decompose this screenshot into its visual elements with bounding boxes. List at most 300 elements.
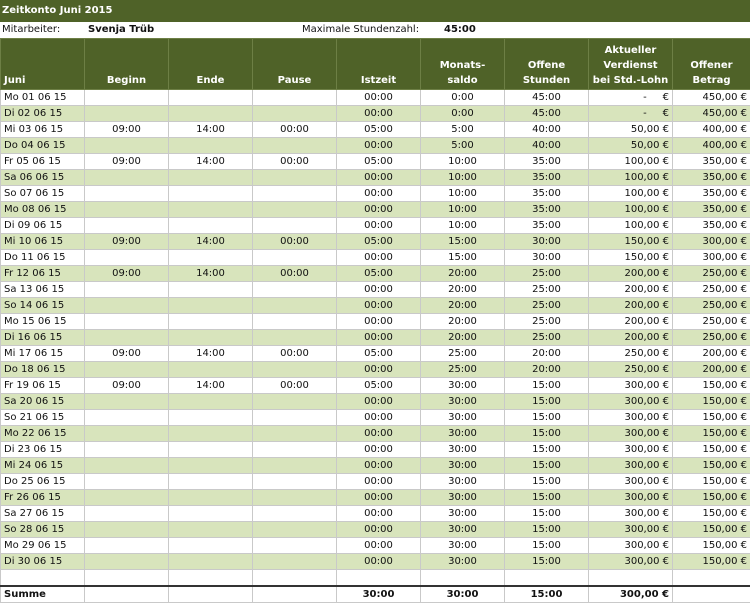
cell-actual[interactable]: 00:00	[337, 330, 421, 346]
cell-day[interactable]: So 07 06 15	[1, 186, 85, 202]
cell-earnings[interactable]: 300,00 €	[589, 410, 673, 426]
cell-earnings[interactable]: 100,00 €	[589, 186, 673, 202]
cell-balance[interactable]: 0:00	[421, 106, 505, 122]
cell-balance[interactable]: 20:00	[421, 314, 505, 330]
cell-open-amount[interactable]: 450,00 €	[673, 90, 750, 106]
cell-day[interactable]: Mo 01 06 15	[1, 90, 85, 106]
cell-actual[interactable]: 00:00	[337, 298, 421, 314]
cell-begin[interactable]	[85, 442, 169, 458]
cell-day[interactable]: Mo 15 06 15	[1, 314, 85, 330]
cell-begin[interactable]	[85, 202, 169, 218]
cell-open-amount[interactable]: 300,00 €	[673, 234, 750, 250]
cell-balance[interactable]: 10:00	[421, 170, 505, 186]
cell-balance[interactable]: 30:00	[421, 490, 505, 506]
cell-begin[interactable]	[85, 170, 169, 186]
cell-begin[interactable]: 09:00	[85, 122, 169, 138]
cell-actual[interactable]: 00:00	[337, 138, 421, 154]
cell-earnings[interactable]: 300,00 €	[589, 522, 673, 538]
cell-earnings[interactable]: 300,00 €	[589, 554, 673, 570]
cell-balance[interactable]: 30:00	[421, 522, 505, 538]
table-row	[1, 186, 750, 202]
table-row	[1, 346, 750, 362]
header-begin: Beginn	[85, 39, 169, 90]
cell-begin[interactable]	[85, 250, 169, 266]
cell-end[interactable]	[169, 330, 253, 346]
cell-begin[interactable]: 09:00	[85, 266, 169, 282]
cell-end[interactable]	[169, 426, 253, 442]
cell-begin[interactable]	[85, 186, 169, 202]
cell-begin[interactable]	[85, 106, 169, 122]
cell-open-amount[interactable]: 150,00 €	[673, 394, 750, 410]
cell-end[interactable]	[169, 298, 253, 314]
cell-actual[interactable]: 00:00	[337, 186, 421, 202]
cell-earnings[interactable]: 200,00 €	[589, 266, 673, 282]
cell-open-hours[interactable]	[505, 570, 589, 587]
cell-open-hours[interactable]: 35:00	[505, 218, 589, 234]
cell-actual[interactable]: 05:00	[337, 154, 421, 170]
cell-open-amount[interactable]: 200,00 €	[673, 346, 750, 362]
cell-open-amount[interactable]: 250,00 €	[673, 314, 750, 330]
cell-open-amount[interactable]: 150,00 €	[673, 378, 750, 394]
cell-actual[interactable]: 00:00	[337, 282, 421, 298]
cell-open-hours[interactable]: 15:00	[505, 410, 589, 426]
time-table	[0, 38, 750, 603]
cell-day[interactable]: Di 23 06 15	[1, 442, 85, 458]
cell-pause[interactable]	[253, 90, 337, 106]
cell-open-hours[interactable]: 30:00	[505, 234, 589, 250]
cell-day[interactable]	[1, 570, 85, 587]
cell-earnings[interactable]: 200,00 €	[589, 330, 673, 346]
cell-end[interactable]: 14:00	[169, 346, 253, 362]
cell-open-hours[interactable]: 15:00	[505, 522, 589, 538]
cell-open-hours[interactable]: 15:00	[505, 506, 589, 522]
cell-actual[interactable]: 00:00	[337, 410, 421, 426]
summary-balance: 30:00	[421, 586, 505, 603]
summary-actual: 30:00	[337, 586, 421, 603]
cell-actual[interactable]: 00:00	[337, 314, 421, 330]
cell-earnings[interactable]: 300,00 €	[589, 378, 673, 394]
cell-day[interactable]: So 28 06 15	[1, 522, 85, 538]
cell-day[interactable]: Mi 24 06 15	[1, 458, 85, 474]
table-row	[1, 490, 750, 506]
cell-balance[interactable]: 30:00	[421, 538, 505, 554]
cell-actual[interactable]: 00:00	[337, 554, 421, 570]
cell-open-amount[interactable]: 250,00 €	[673, 266, 750, 282]
cell-earnings[interactable]: 100,00 €	[589, 170, 673, 186]
cell-earnings[interactable]	[589, 570, 673, 587]
cell-begin[interactable]	[85, 474, 169, 490]
cell-open-hours[interactable]: 30:00	[505, 250, 589, 266]
cell-pause[interactable]	[253, 490, 337, 506]
cell-end[interactable]	[169, 538, 253, 554]
cell-open-hours[interactable]: 15:00	[505, 426, 589, 442]
cell-day[interactable]: Fr 12 06 15	[1, 266, 85, 282]
cell-actual[interactable]: 00:00	[337, 458, 421, 474]
cell-open-hours[interactable]: 25:00	[505, 314, 589, 330]
cell-balance[interactable]: 0:00	[421, 90, 505, 106]
cell-balance[interactable]: 30:00	[421, 426, 505, 442]
cell-earnings[interactable]: 200,00 €	[589, 314, 673, 330]
cell-end[interactable]	[169, 410, 253, 426]
cell-open-amount[interactable]: 350,00 €	[673, 154, 750, 170]
cell-open-hours[interactable]: 25:00	[505, 330, 589, 346]
cell-begin[interactable]	[85, 570, 169, 587]
cell-open-hours[interactable]: 25:00	[505, 266, 589, 282]
cell-balance[interactable]: 25:00	[421, 346, 505, 362]
cell-day[interactable]: So 14 06 15	[1, 298, 85, 314]
cell-open-amount[interactable]	[673, 570, 750, 587]
employee-name[interactable]: Svenja Trüb	[88, 24, 155, 35]
cell-end[interactable]: 14:00	[169, 154, 253, 170]
cell-end[interactable]	[169, 490, 253, 506]
cell-open-amount[interactable]: 250,00 €	[673, 298, 750, 314]
cell-actual[interactable]: 05:00	[337, 122, 421, 138]
cell-begin[interactable]	[85, 410, 169, 426]
cell-actual[interactable]: 00:00	[337, 538, 421, 554]
cell-pause[interactable]	[253, 474, 337, 490]
cell-end[interactable]: 14:00	[169, 234, 253, 250]
cell-actual[interactable]: 00:00	[337, 394, 421, 410]
cell-actual[interactable]	[337, 570, 421, 587]
cell-balance[interactable]: 30:00	[421, 474, 505, 490]
cell-open-hours[interactable]: 15:00	[505, 538, 589, 554]
cell-day[interactable]: Mo 22 06 15	[1, 426, 85, 442]
cell-day[interactable]: Do 11 06 15	[1, 250, 85, 266]
cell-pause[interactable]	[253, 298, 337, 314]
cell-day[interactable]: Di 02 06 15	[1, 106, 85, 122]
summary-end	[169, 586, 253, 603]
cell-day[interactable]: Di 30 06 15	[1, 554, 85, 570]
cell-open-amount[interactable]: 200,00 €	[673, 362, 750, 378]
cell-begin[interactable]: 09:00	[85, 378, 169, 394]
cell-earnings[interactable]: 300,00 €	[589, 394, 673, 410]
cell-open-amount[interactable]: 150,00 €	[673, 506, 750, 522]
cell-begin[interactable]	[85, 362, 169, 378]
cell-balance[interactable]: 20:00	[421, 282, 505, 298]
cell-open-hours[interactable]: 15:00	[505, 490, 589, 506]
cell-day[interactable]: Mi 03 06 15	[1, 122, 85, 138]
cell-open-amount[interactable]: 150,00 €	[673, 490, 750, 506]
cell-balance[interactable]: 30:00	[421, 554, 505, 570]
cell-earnings[interactable]: 100,00 €	[589, 218, 673, 234]
cell-pause[interactable]	[253, 554, 337, 570]
cell-begin[interactable]	[85, 394, 169, 410]
table-row	[1, 570, 750, 587]
table-row	[1, 362, 750, 378]
cell-open-amount[interactable]: 250,00 €	[673, 330, 750, 346]
cell-balance[interactable]: 30:00	[421, 506, 505, 522]
cell-begin[interactable]	[85, 218, 169, 234]
cell-actual[interactable]: 00:00	[337, 522, 421, 538]
cell-day[interactable]: Sa 27 06 15	[1, 506, 85, 522]
cell-pause[interactable]	[253, 442, 337, 458]
cell-balance[interactable]: 25:00	[421, 362, 505, 378]
cell-actual[interactable]: 00:00	[337, 106, 421, 122]
cell-pause[interactable]	[253, 106, 337, 122]
cell-open-amount[interactable]: 150,00 €	[673, 442, 750, 458]
cell-pause[interactable]	[253, 522, 337, 538]
cell-day[interactable]: So 21 06 15	[1, 410, 85, 426]
cell-open-amount[interactable]: 400,00 €	[673, 122, 750, 138]
cell-pause[interactable]	[253, 250, 337, 266]
cell-pause[interactable]	[253, 282, 337, 298]
cell-balance[interactable]: 5:00	[421, 122, 505, 138]
cell-open-amount[interactable]: 300,00 €	[673, 250, 750, 266]
cell-end[interactable]	[169, 314, 253, 330]
cell-begin[interactable]	[85, 330, 169, 346]
cell-begin[interactable]	[85, 490, 169, 506]
cell-day[interactable]: Sa 06 06 15	[1, 170, 85, 186]
cell-begin[interactable]	[85, 458, 169, 474]
cell-pause[interactable]	[253, 538, 337, 554]
table-row	[1, 218, 750, 234]
cell-open-amount[interactable]: 350,00 €	[673, 170, 750, 186]
cell-end[interactable]: 14:00	[169, 266, 253, 282]
cell-end[interactable]	[169, 170, 253, 186]
cell-balance[interactable]: 15:00	[421, 234, 505, 250]
cell-open-hours[interactable]: 15:00	[505, 554, 589, 570]
cell-earnings[interactable]: 200,00 €	[589, 282, 673, 298]
cell-actual[interactable]: 05:00	[337, 378, 421, 394]
cell-actual[interactable]: 00:00	[337, 442, 421, 458]
cell-pause[interactable]: 00:00	[253, 122, 337, 138]
cell-end[interactable]	[169, 106, 253, 122]
cell-day[interactable]: Mi 10 06 15	[1, 234, 85, 250]
cell-pause[interactable]	[253, 570, 337, 587]
cell-earnings[interactable]: 300,00 €	[589, 442, 673, 458]
cell-earnings[interactable]: 50,00 €	[589, 138, 673, 154]
cell-begin[interactable]	[85, 506, 169, 522]
cell-pause[interactable]	[253, 170, 337, 186]
cell-actual[interactable]: 00:00	[337, 218, 421, 234]
cell-pause[interactable]: 00:00	[253, 346, 337, 362]
cell-balance[interactable]: 15:00	[421, 250, 505, 266]
cell-end[interactable]	[169, 458, 253, 474]
cell-day[interactable]: Do 18 06 15	[1, 362, 85, 378]
cell-end[interactable]: 14:00	[169, 122, 253, 138]
cell-earnings[interactable]: 150,00 €	[589, 234, 673, 250]
cell-pause[interactable]	[253, 394, 337, 410]
cell-earnings[interactable]: 300,00 €	[589, 474, 673, 490]
cell-open-amount[interactable]: 150,00 €	[673, 458, 750, 474]
cell-pause[interactable]: 00:00	[253, 234, 337, 250]
cell-end[interactable]	[169, 442, 253, 458]
cell-earnings[interactable]: 100,00 €	[589, 202, 673, 218]
cell-open-amount[interactable]: 250,00 €	[673, 282, 750, 298]
cell-open-amount[interactable]: 150,00 €	[673, 426, 750, 442]
cell-end[interactable]	[169, 218, 253, 234]
cell-actual[interactable]: 05:00	[337, 346, 421, 362]
cell-earnings[interactable]: 200,00 €	[589, 298, 673, 314]
cell-end[interactable]	[169, 474, 253, 490]
cell-open-hours[interactable]: 25:00	[505, 298, 589, 314]
cell-pause[interactable]	[253, 410, 337, 426]
cell-pause[interactable]	[253, 458, 337, 474]
cell-begin[interactable]	[85, 426, 169, 442]
cell-begin[interactable]	[85, 522, 169, 538]
cell-earnings[interactable]: 300,00 €	[589, 506, 673, 522]
cell-earnings[interactable]: 300,00 €	[589, 426, 673, 442]
cell-end[interactable]	[169, 90, 253, 106]
cell-balance[interactable]: 10:00	[421, 154, 505, 170]
cell-end[interactable]	[169, 186, 253, 202]
cell-open-hours[interactable]: 15:00	[505, 394, 589, 410]
employee-label: Mitarbeiter:	[2, 24, 61, 35]
cell-open-hours[interactable]: 20:00	[505, 362, 589, 378]
cell-pause[interactable]	[253, 506, 337, 522]
cell-day[interactable]: Mi 17 06 15	[1, 346, 85, 362]
table-row	[1, 522, 750, 538]
cell-end[interactable]	[169, 202, 253, 218]
cell-day[interactable]: Di 16 06 15	[1, 330, 85, 346]
cell-end[interactable]	[169, 506, 253, 522]
cell-earnings[interactable]: 100,00 €	[589, 154, 673, 170]
cell-end[interactable]	[169, 362, 253, 378]
cell-actual[interactable]: 00:00	[337, 170, 421, 186]
cell-balance[interactable]: 30:00	[421, 378, 505, 394]
cell-pause[interactable]: 00:00	[253, 378, 337, 394]
cell-day[interactable]: Di 09 06 15	[1, 218, 85, 234]
cell-earnings[interactable]: - €	[589, 106, 673, 122]
cell-open-hours[interactable]: 35:00	[505, 154, 589, 170]
cell-end[interactable]	[169, 522, 253, 538]
max-hours-value[interactable]: 45:00	[444, 24, 476, 35]
cell-open-amount[interactable]: 350,00 €	[673, 218, 750, 234]
cell-open-hours[interactable]: 40:00	[505, 138, 589, 154]
cell-begin[interactable]	[85, 298, 169, 314]
cell-pause[interactable]	[253, 202, 337, 218]
cell-begin[interactable]: 09:00	[85, 154, 169, 170]
table-row	[1, 394, 750, 410]
cell-begin[interactable]	[85, 282, 169, 298]
cell-pause[interactable]	[253, 426, 337, 442]
cell-earnings[interactable]: 250,00 €	[589, 362, 673, 378]
cell-earnings[interactable]: 300,00 €	[589, 538, 673, 554]
header-end: Ende	[169, 39, 253, 90]
cell-actual[interactable]: 00:00	[337, 250, 421, 266]
cell-pause[interactable]: 00:00	[253, 266, 337, 282]
cell-actual[interactable]: 00:00	[337, 426, 421, 442]
cell-earnings[interactable]: 300,00 €	[589, 490, 673, 506]
cell-open-hours[interactable]: 35:00	[505, 170, 589, 186]
cell-pause[interactable]	[253, 138, 337, 154]
cell-end[interactable]	[169, 250, 253, 266]
cell-day[interactable]: Mo 29 06 15	[1, 538, 85, 554]
cell-balance[interactable]: 30:00	[421, 442, 505, 458]
cell-begin[interactable]	[85, 554, 169, 570]
cell-open-hours[interactable]: 45:00	[505, 106, 589, 122]
cell-begin[interactable]	[85, 314, 169, 330]
cell-end[interactable]	[169, 394, 253, 410]
cell-day[interactable]: Fr 05 06 15	[1, 154, 85, 170]
cell-actual[interactable]: 00:00	[337, 490, 421, 506]
cell-open-amount[interactable]: 350,00 €	[673, 186, 750, 202]
cell-open-hours[interactable]: 25:00	[505, 282, 589, 298]
cell-open-hours[interactable]: 35:00	[505, 202, 589, 218]
cell-open-amount[interactable]: 150,00 €	[673, 522, 750, 538]
cell-open-hours[interactable]: 35:00	[505, 186, 589, 202]
cell-begin[interactable]: 09:00	[85, 234, 169, 250]
cell-balance[interactable]: 10:00	[421, 202, 505, 218]
cell-balance[interactable]: 20:00	[421, 266, 505, 282]
cell-pause[interactable]: 00:00	[253, 154, 337, 170]
cell-open-hours[interactable]: 20:00	[505, 346, 589, 362]
cell-open-hours[interactable]: 40:00	[505, 122, 589, 138]
cell-open-hours[interactable]: 15:00	[505, 458, 589, 474]
cell-open-amount[interactable]: 150,00 €	[673, 554, 750, 570]
cell-actual[interactable]: 05:00	[337, 266, 421, 282]
cell-begin[interactable]	[85, 90, 169, 106]
cell-pause[interactable]	[253, 362, 337, 378]
cell-day[interactable]: Mo 08 06 15	[1, 202, 85, 218]
cell-begin[interactable]	[85, 538, 169, 554]
cell-pause[interactable]	[253, 186, 337, 202]
cell-open-hours[interactable]: 15:00	[505, 474, 589, 490]
cell-pause[interactable]	[253, 330, 337, 346]
cell-balance[interactable]: 30:00	[421, 410, 505, 426]
cell-actual[interactable]: 05:00	[337, 234, 421, 250]
cell-balance[interactable]: 20:00	[421, 298, 505, 314]
cell-actual[interactable]: 00:00	[337, 362, 421, 378]
cell-open-amount[interactable]: 150,00 €	[673, 410, 750, 426]
cell-open-hours[interactable]: 45:00	[505, 90, 589, 106]
cell-end[interactable]	[169, 570, 253, 587]
cell-earnings[interactable]: 250,00 €	[589, 346, 673, 362]
cell-open-amount[interactable]: 150,00 €	[673, 538, 750, 554]
cell-actual[interactable]: 00:00	[337, 506, 421, 522]
cell-balance[interactable]: 5:00	[421, 138, 505, 154]
cell-open-hours[interactable]: 15:00	[505, 442, 589, 458]
cell-pause[interactable]	[253, 314, 337, 330]
cell-day[interactable]: Do 25 06 15	[1, 474, 85, 490]
cell-open-amount[interactable]: 350,00 €	[673, 202, 750, 218]
cell-day[interactable]: Sa 20 06 15	[1, 394, 85, 410]
cell-earnings[interactable]: 300,00 €	[589, 458, 673, 474]
cell-earnings[interactable]: - €	[589, 90, 673, 106]
summary-open-hours: 15:00	[505, 586, 589, 603]
cell-open-amount[interactable]: 400,00 €	[673, 138, 750, 154]
cell-earnings[interactable]: 50,00 €	[589, 122, 673, 138]
cell-balance[interactable]: 20:00	[421, 330, 505, 346]
cell-day[interactable]: Sa 13 06 15	[1, 282, 85, 298]
cell-day[interactable]: Fr 19 06 15	[1, 378, 85, 394]
cell-open-amount[interactable]: 150,00 €	[673, 474, 750, 490]
cell-end[interactable]	[169, 282, 253, 298]
cell-balance[interactable]: 10:00	[421, 218, 505, 234]
info-row	[0, 22, 750, 38]
cell-actual[interactable]: 00:00	[337, 202, 421, 218]
cell-balance[interactable]: 30:00	[421, 394, 505, 410]
cell-day[interactable]: Do 04 06 15	[1, 138, 85, 154]
cell-day[interactable]: Fr 26 06 15	[1, 490, 85, 506]
cell-balance[interactable]: 10:00	[421, 186, 505, 202]
cell-open-hours[interactable]: 15:00	[505, 378, 589, 394]
cell-begin[interactable]: 09:00	[85, 346, 169, 362]
cell-begin[interactable]	[85, 138, 169, 154]
cell-pause[interactable]	[253, 218, 337, 234]
cell-balance[interactable]: 30:00	[421, 458, 505, 474]
cell-end[interactable]	[169, 138, 253, 154]
cell-actual[interactable]: 00:00	[337, 474, 421, 490]
cell-actual[interactable]: 00:00	[337, 90, 421, 106]
cell-earnings[interactable]: 150,00 €	[589, 250, 673, 266]
summary-row	[1, 586, 750, 603]
cell-end[interactable]	[169, 554, 253, 570]
max-hours-label: Maximale Stundenzahl:	[302, 24, 420, 35]
cell-open-amount[interactable]: 450,00 €	[673, 106, 750, 122]
cell-balance[interactable]	[421, 570, 505, 587]
cell-end[interactable]: 14:00	[169, 378, 253, 394]
